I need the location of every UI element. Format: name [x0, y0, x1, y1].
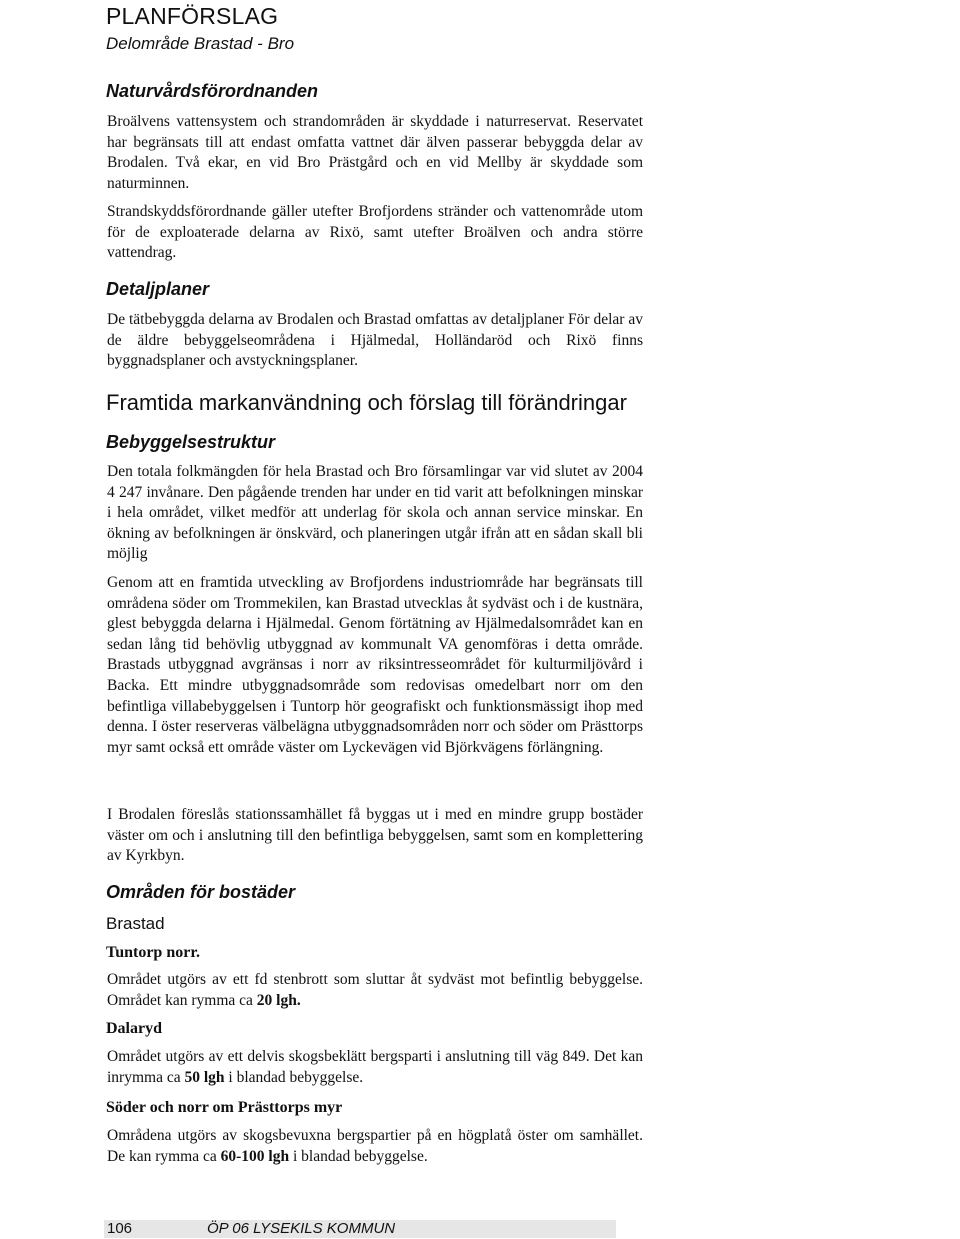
- paragraph-naturvard-2: Strandskyddsförordnande gäller utefter Brofjordens stränder och vattenområde utom för de exploaterade delarna av Rixö, samt utefter Broälven och andra större vattendrag.: [107, 203, 643, 262]
- heading-tuntorp: Tuntorp norr.: [106, 944, 200, 961]
- footer-text: ÖP 06 LYSEKILS KOMMUN: [207, 1220, 396, 1237]
- page-header-subtitle: Delområde Brastad - Bro: [106, 34, 295, 53]
- paragraph-naturvard-1: Broälvens vattensystem och strandområden är skyddade i naturreservat. Reservatet har begränsats till att endast omfatta vattnet där älven passerar bebyggda delar av Brodalen. Två ekar, en vid Bro Prästgård och en vid Mellby är skyddade som naturminnen.: [107, 113, 643, 192]
- paragraph-bebyggelse-2: Genom att en framtida utveckling av Brofjordens industriområde har begränsats till områdena söder om Trommekilen, kan Brastad utvecklas åt sydväst och i de kustnära, glest bebyggda delarna i Hjälmedal. Genom förtätning av Hjälmedalsområdet kan en sedan lång tid behövlig utbyggnad av kommunalt VA genomföras i detta område. Brastads utbyggnad avgränsas i norr av riksintresseområdet för kulturmiljövård i Backa. Ett mindre utbyggnadsområde som redovisas omedelbart norr om den befintliga villabebyggelsen i Tuntorp hör geografiskt och funktionsmässigt ihop med denna. I öster reserveras välbelägna utbyggnadsområden norr och söder om Prästtorps myr samt också ett område väster om Lyckevägen vid Björkvägens förlängning.: [107, 574, 643, 756]
- heading-bebyggelse: Bebyggelsestruktur: [106, 432, 276, 452]
- paragraph-soder-norr: Områdena utgörs av skogsbevuxna bergspartier på en högplatå öster om samhället. De kan rymma ca 60-100 lgh i blandad bebyggelse.: [107, 1127, 643, 1165]
- paragraph-detaljplaner: De tätbebyggda delarna av Brodalen och Brastad omfattas av detaljplaner För delar av de äldre bebyggelseområdena i Hjälmedal, Holländaröd och Rixö finns byggnadsplaner och avstyckningsplaner.: [107, 311, 643, 370]
- heading-soder-norr: Söder och norr om Prästtorps myr: [106, 1099, 343, 1116]
- paragraph-bebyggelse-1: Den totala folkmängden för hela Brastad och Bro församlingar var vid slutet av 2004 4 247 invånare. Den pågående trenden har under en tid varit att befolkningen minskar i hela området, vilket medför att underlag för skola och annan service minskar. En ökning av befolkningen är önskvärd, och planeringen utgår ifrån att en sådan skall bli möjlig: [107, 463, 643, 563]
- heading-dalaryd: Dalaryd: [106, 1020, 162, 1037]
- page-number: 106: [107, 1220, 133, 1237]
- paragraph-bebyggelse-3: I Brodalen föreslås stationssamhället få byggas ut i med en mindre grupp bostäder väster om och i anslutning till den befintliga bebyggelsen, samt som en komplettering av Kyrkbyn.: [107, 806, 643, 865]
- heading-naturvard: Naturvårdsförordnanden: [106, 81, 319, 101]
- page-header-title: PLANFÖRSLAG: [106, 3, 279, 29]
- heading-bostader: Områden för bostäder: [106, 882, 296, 902]
- subheading-brastad: Brastad: [106, 914, 165, 933]
- paragraph-dalaryd: Området utgörs av ett delvis skogsbeklätt bergsparti i anslutning till väg 849. Det kan inrymma ca 50 lgh i blandad bebyggelse.: [107, 1048, 643, 1086]
- paragraph-tuntorp: Området utgörs av ett fd stenbrott som sluttar åt sydväst mot befintlig bebyggelse. Området kan rymma ca 20 lgh.: [107, 971, 643, 1009]
- heading-detaljplaner: Detaljplaner: [106, 279, 210, 299]
- heading-framtida: Framtida markanvändning och förslag till förändringar: [106, 390, 627, 415]
